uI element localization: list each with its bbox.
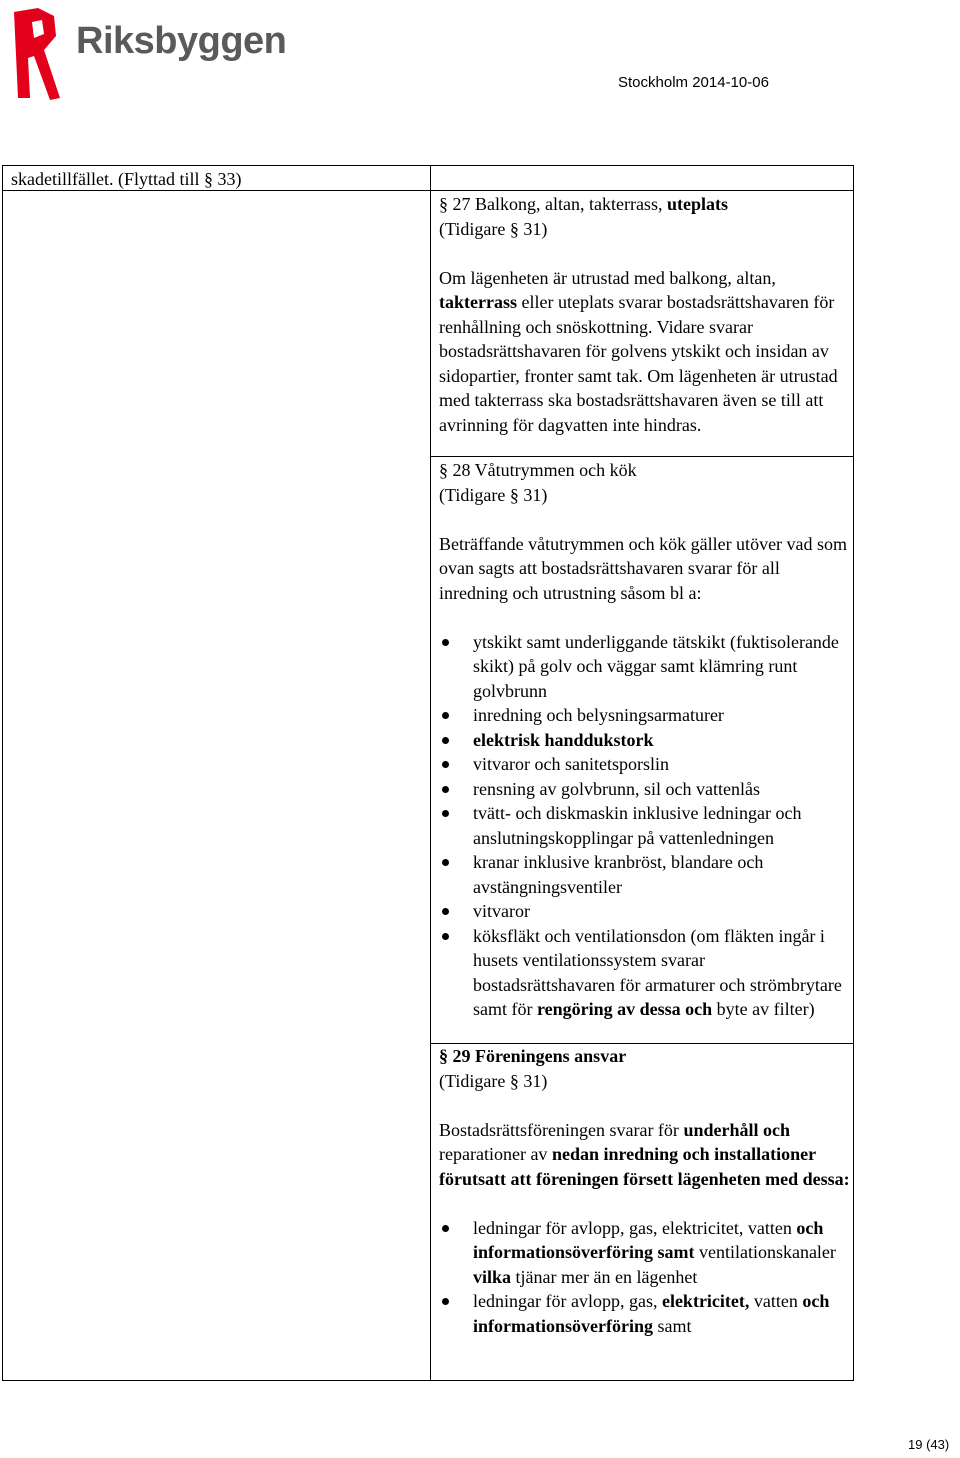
list-item: ledningar för avlopp, gas, elektricitet, vatten och informationsöverföring samt — [439, 1289, 851, 1338]
list-item: vitvaror och sanitetsporslin — [439, 752, 851, 777]
section-28-heading: § 28 Våtutrymmen och kök — [439, 460, 637, 480]
section-27-previous: (Tidigare § 31) — [439, 218, 548, 239]
list-item: köksfläkt och ventilationsdon (om fläkten ingår i husets ventilationssystem svarar bostadsrättshavaren för armaturer och strömbrytare samt för rengöring av dessa och byte av filter) — [439, 924, 851, 1022]
riksbyggen-logo — [10, 6, 300, 102]
left-cell-text: skadetillfället. (Flyttad till § 33) — [11, 169, 242, 189]
section-29 — [439, 1044, 851, 1338]
list-item: tvätt- och diskmaskin inklusive ledningar och anslutningskopplingar på vattenledningen — [439, 801, 851, 850]
list-item: elektrisk handdukstork — [439, 728, 851, 753]
page-number: 19 (43) — [908, 1437, 950, 1452]
section-28-intro: Beträffande våtutrymmen och kök gäller utöver vad som ovan sagts att bostadsrättshavaren svarar för all inredning och utrustning såsom bl a: — [439, 533, 848, 603]
list-item: kranar inklusive kranbröst, blandare och avstängningsventiler — [439, 850, 851, 899]
location-date: Stockholm 2014-10-06 — [618, 74, 769, 91]
statutes-table — [2, 165, 854, 1381]
section-27 — [439, 192, 851, 437]
list-item: ledningar för avlopp, gas, elektricitet, vatten och informationsöverföring samt ventilationskanaler vilka tjänar mer än en lägenhet — [439, 1216, 851, 1290]
row-divider — [3, 190, 853, 191]
list-item: vitvaror — [439, 899, 851, 924]
list-item: ytskikt samt underliggande tätskikt (fuktisolerande skikt) på golv och väggar samt klämring runt golvbrunn — [439, 630, 851, 704]
list-item: inredning och belysningsarmaturer — [439, 703, 851, 728]
list-item: rensning av golvbrunn, sil och vattenlås — [439, 777, 851, 802]
logo-wordmark: Riksbyggen — [76, 20, 287, 62]
section-29-heading: § 29 Föreningens ansvar — [439, 1046, 627, 1066]
column-divider — [430, 166, 431, 1380]
section-28-list — [439, 630, 851, 1022]
section-27-body: Om lägenheten är utrustad med balkong, altan, takterrass eller uteplats svarar bostadsrättshavaren för renhållning och snöskottning. Vidare svarar bostadsrättshavaren för golvens ytskikt och insidan av sidopartier, fronter samt tak. Om lägenheten är utrustad med takterrass ska bostadsrättshavaren även se till att avrinning för dagvatten inte hindras. — [439, 267, 838, 435]
section-29-previous: (Tidigare § 31) — [439, 1070, 548, 1091]
section-27-heading: § 27 Balkong, altan, takterrass, uteplats — [439, 194, 728, 214]
section-28-previous: (Tidigare § 31) — [439, 484, 548, 505]
section-divider-27-28 — [430, 456, 853, 457]
logo-mark-icon — [10, 6, 70, 102]
section-29-body: Bostadsrättsföreningen svarar för underhåll och reparationer av nedan inredning och installationer förutsatt att föreningen försett lägenheten med dessa: — [439, 1119, 850, 1189]
section-29-list — [439, 1216, 851, 1339]
section-28 — [439, 458, 851, 1022]
